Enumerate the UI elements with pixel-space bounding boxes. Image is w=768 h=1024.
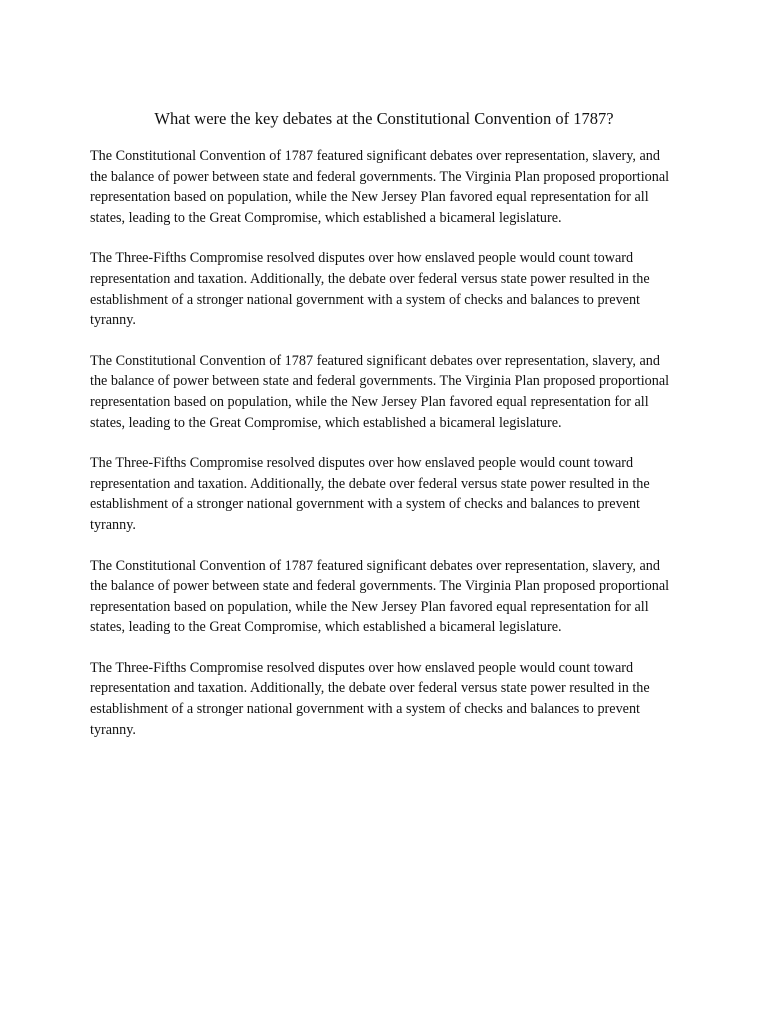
- paragraph: The Constitutional Convention of 1787 featured significant debates over representation, slavery, and the balance of power between state and federal governments. The Virginia Plan proposed proportional representation based on population, while the New Jersey Plan favored equal representation for all states, leading to the Great Compromise, which established a bicameral legislature.: [90, 557, 670, 636]
- paragraph: The Constitutional Convention of 1787 featured significant debates over representation, slavery, and the balance of power between state and federal governments. The Virginia Plan proposed proportional representation based on population, while the New Jersey Plan favored equal representation for all states, leading to the Great Compromise, which established a bicameral legislature.: [90, 148, 670, 226]
- paragraph: The Three-Fifths Compromise resolved disputes over how enslaved people would count toward representation and taxation. Additionally, the debate over federal versus state power resulted in the establishment of a stronger national government with a system of checks and balances to prevent tyranny.: [90, 659, 650, 738]
- paragraph: The Three-Fifths Compromise resolved disputes over how enslaved people would count toward representation and taxation. Additionally, the debate over federal versus state power resulted in the establishment of a stronger national government with a system of checks and balances to prevent tyranny.: [90, 250, 650, 329]
- document-title: What were the key debates at the Constitutional Convention of 1787?: [154, 109, 614, 128]
- document-body: [90, 146, 678, 760]
- paragraph: The Three-Fifths Compromise resolved disputes over how enslaved people would count toward representation and taxation. Additionally, the debate over federal versus state power resulted in the establishment of a stronger national government with a system of checks and balances to prevent tyranny.: [90, 455, 650, 533]
- paragraph: The Constitutional Convention of 1787 featured significant debates over representation, slavery, and the balance of power between state and federal governments. The Virginia Plan proposed proportional representation based on population, while the New Jersey Plan favored equal representation for all states, leading to the Great Compromise, which established a bicameral legislature.: [90, 352, 670, 431]
